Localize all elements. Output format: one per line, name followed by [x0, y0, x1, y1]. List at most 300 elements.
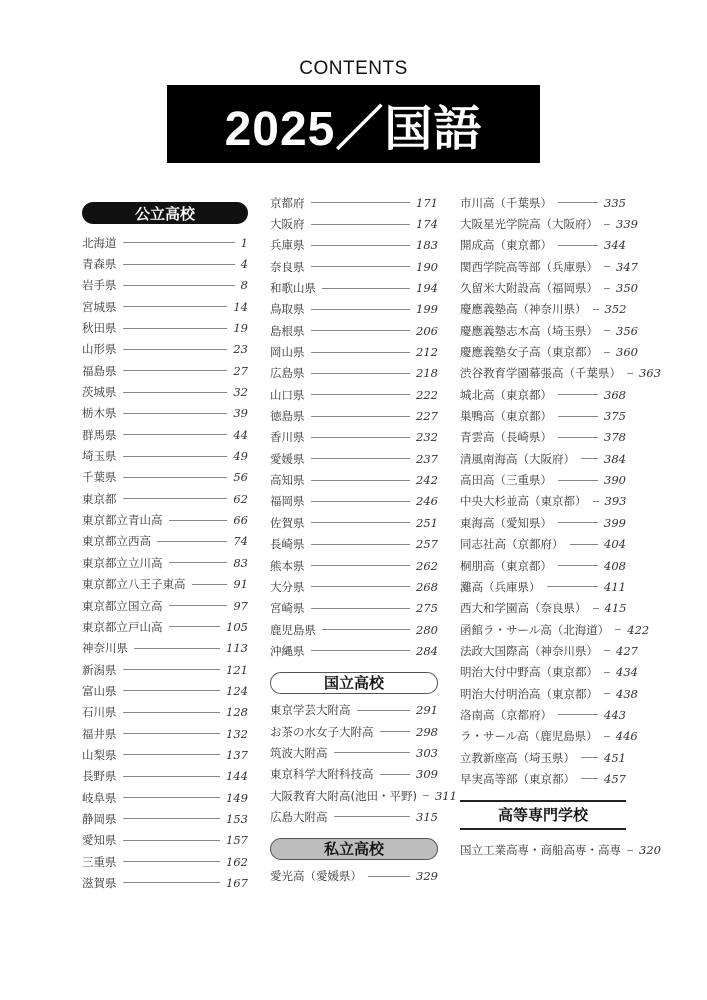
leader-line: [604, 736, 610, 737]
toc-entry[interactable]: [460, 192, 626, 213]
toc-entry[interactable]: [460, 512, 626, 533]
toc-entry-page: 280: [416, 622, 438, 637]
toc-entry[interactable]: [460, 405, 626, 426]
toc-entry[interactable]: [460, 747, 626, 768]
toc-entry-label: 富山県: [82, 683, 117, 698]
toc-entry[interactable]: [460, 726, 638, 747]
leader-line: [123, 797, 221, 798]
toc-entry[interactable]: [460, 448, 626, 469]
leader-line: [123, 818, 221, 819]
leader-line: [604, 693, 610, 694]
toc-entry-page: 427: [616, 643, 638, 658]
toc-entry-label: 慶應義塾女子高（東京都）: [460, 345, 598, 360]
toc-entry-page: 132: [226, 726, 248, 741]
toc-entry-label: 巣鴨高（東京都）: [460, 409, 552, 424]
leader-line: [604, 352, 610, 353]
toc-entry-page: 56: [233, 470, 248, 485]
toc-entry[interactable]: [82, 595, 248, 616]
toc-entry-label: 城北高（東京都）: [460, 387, 552, 402]
toc-entry[interactable]: [460, 384, 626, 405]
leader-line: [311, 245, 411, 246]
toc-entry[interactable]: [270, 448, 438, 469]
toc-entry[interactable]: [82, 424, 248, 445]
toc-list-national: [270, 700, 457, 828]
toc-entry-label: 法政大国際高（神奈川県）: [460, 643, 598, 658]
toc-entry-page: 91: [233, 577, 248, 592]
toc-entry-page: 344: [604, 238, 626, 253]
toc-entry-page: 66: [233, 513, 248, 528]
leader-line: [123, 690, 221, 691]
page-title: [167, 85, 540, 163]
toc-entry-label: 函館ラ・サール高（北海道）: [460, 622, 610, 637]
toc-entry[interactable]: [270, 277, 438, 298]
leader-line: [123, 285, 235, 286]
leader-line: [169, 520, 228, 521]
toc-entry[interactable]: [460, 598, 626, 619]
leader-line: [593, 608, 599, 609]
toc-entry[interactable]: [270, 213, 438, 234]
toc-entry-page: 237: [416, 451, 438, 466]
toc-entry-label: 久留米大附設高（福岡県）: [460, 281, 598, 296]
toc-entry[interactable]: [270, 384, 438, 405]
toc-entry[interactable]: [270, 299, 438, 320]
toc-entry[interactable]: [270, 405, 438, 426]
toc-entry-label: 東京都立青山高: [82, 513, 163, 528]
toc-entry-page: 275: [416, 601, 438, 616]
toc-entry-page: 14: [233, 299, 248, 314]
toc-entry-label: 滋賀県: [82, 875, 117, 890]
leader-line: [123, 306, 228, 307]
toc-entry-page: 124: [226, 683, 248, 698]
toc-entry-label: 慶應義塾高（神奈川県）: [460, 302, 587, 317]
toc-entry-page: 268: [416, 579, 438, 594]
toc-entry[interactable]: [460, 576, 626, 597]
toc-entry[interactable]: [270, 640, 438, 661]
toc-entry[interactable]: [82, 509, 248, 530]
leader-line: [604, 224, 610, 225]
toc-entry-page: 320: [639, 843, 661, 858]
toc-entry-page: 199: [416, 302, 438, 317]
toc-entry-label: 長野県: [82, 769, 117, 784]
toc-entry-page: 311: [434, 788, 457, 803]
toc-entry[interactable]: [270, 742, 438, 763]
toc-entry[interactable]: [82, 467, 248, 488]
toc-entry-page: 438: [616, 686, 638, 701]
toc-entry-label: 福岡県: [270, 494, 305, 509]
toc-entry-page: 162: [226, 854, 248, 869]
leader-line: [570, 544, 599, 545]
toc-list-public-1: [82, 232, 248, 894]
toc-entry[interactable]: [270, 806, 438, 827]
toc-entry-label: 東京都: [82, 491, 117, 506]
leader-line: [311, 480, 411, 481]
leader-line: [558, 480, 598, 481]
toc-entry-label: 大阪教育大附高(池田・平野): [270, 788, 417, 803]
toc-entry[interactable]: [270, 576, 438, 597]
toc-entry-page: 27: [233, 363, 248, 378]
toc-entry-label: 青森県: [82, 257, 117, 272]
leader-line: [311, 522, 411, 523]
toc-entry-page: 174: [416, 217, 438, 232]
toc-entry-page: 44: [233, 427, 248, 442]
toc-entry-label: 開成高（東京都）: [460, 238, 552, 253]
toc-entry-label: 島根県: [270, 323, 305, 338]
toc-entry-label: 広島大附高: [270, 809, 328, 824]
toc-entry-page: 242: [416, 473, 438, 488]
toc-entry-page: 378: [604, 430, 626, 445]
toc-entry-page: 39: [233, 406, 248, 421]
leader-line: [581, 778, 598, 779]
toc-entry-page: 443: [604, 707, 626, 722]
toc-entry[interactable]: [82, 445, 248, 466]
toc-entry-label: 立教新座高（埼玉県）: [460, 750, 575, 765]
toc-entry[interactable]: [270, 700, 438, 721]
toc-entry-page: 352: [604, 302, 627, 317]
toc-entry-page: 393: [604, 494, 627, 509]
toc-entry-page: 404: [604, 537, 626, 552]
leader-line: [558, 416, 598, 417]
toc-entry-page: 284: [416, 643, 438, 658]
toc-entry[interactable]: [460, 534, 626, 555]
toc-list-technical: [460, 840, 661, 861]
leader-line: [558, 714, 598, 715]
toc-entry-label: 山梨県: [82, 747, 117, 762]
toc-entry[interactable]: [270, 619, 438, 640]
toc-entry-page: 190: [416, 259, 438, 274]
section-header-national: 国立高校: [270, 672, 438, 694]
toc-entry-label: 静岡県: [82, 811, 117, 826]
toc-entry[interactable]: [82, 659, 248, 680]
toc-entry-page: 347: [616, 259, 638, 274]
toc-list-private-1: [270, 866, 438, 887]
toc-entry[interactable]: [82, 552, 248, 573]
toc-entry[interactable]: [270, 512, 438, 533]
toc-column-3: [460, 192, 661, 861]
leader-line: [123, 370, 228, 371]
toc-entry[interactable]: [270, 427, 438, 448]
leader-line: [593, 309, 599, 310]
toc-entry[interactable]: [270, 320, 438, 341]
toc-entry-page: 8: [240, 278, 248, 293]
toc-entry[interactable]: [82, 360, 248, 381]
toc-entry[interactable]: [270, 256, 438, 277]
toc-entry-page: 194: [416, 281, 438, 296]
toc-entry[interactable]: [82, 232, 248, 253]
toc-entry[interactable]: [82, 766, 248, 787]
leader-line: [311, 352, 411, 353]
toc-entry-page: 335: [604, 195, 626, 210]
toc-entry[interactable]: [460, 768, 626, 789]
leader-line: [423, 795, 429, 796]
toc-entry-label: 大阪府: [270, 217, 305, 232]
toc-entry-page: 171: [416, 195, 438, 210]
toc-entry[interactable]: [82, 296, 248, 317]
leader-line: [157, 541, 227, 542]
leader-line: [123, 861, 221, 862]
toc-entry[interactable]: [82, 787, 248, 808]
leader-line: [311, 650, 411, 651]
toc-entry-label: 市川高（千葉県）: [460, 195, 552, 210]
toc-entry[interactable]: [270, 555, 438, 576]
leader-line: [311, 394, 411, 395]
toc-entry-page: 309: [416, 767, 438, 782]
toc-entry-page: 291: [416, 703, 438, 718]
toc-entry[interactable]: [460, 491, 626, 512]
toc-entry-label: 大阪星光学院高（大阪府）: [460, 217, 598, 232]
toc-entry-page: 350: [616, 281, 638, 296]
toc-entry[interactable]: [460, 363, 661, 384]
toc-entry-page: 23: [233, 342, 248, 357]
toc-entry-label: 慶應義塾志木高（埼玉県）: [460, 323, 598, 338]
toc-entry-label: 新潟県: [82, 662, 117, 677]
toc-entry-page: 149: [226, 790, 248, 805]
toc-entry[interactable]: [82, 872, 248, 893]
leader-line: [311, 565, 411, 566]
toc-entry[interactable]: [82, 488, 248, 509]
toc-entry-label: 東京学芸大附高: [270, 703, 351, 718]
toc-entry-label: 福井県: [82, 726, 117, 741]
toc-entry[interactable]: [82, 317, 248, 338]
leader-line: [311, 202, 411, 203]
toc-entry-label: 長崎県: [270, 537, 305, 552]
toc-entry[interactable]: [460, 469, 626, 490]
toc-entry[interactable]: [82, 808, 248, 829]
toc-entry-label: 栃木県: [82, 406, 117, 421]
leader-line: [123, 477, 228, 478]
toc-entry-label: 兵庫県: [270, 238, 305, 253]
toc-entry-page: 113: [226, 641, 248, 656]
toc-entry-page: 144: [226, 769, 248, 784]
toc-entry-page: 399: [604, 515, 626, 530]
toc-entry-page: 218: [416, 366, 438, 381]
toc-entry-label: 中央大杉並高（東京都）: [460, 494, 587, 509]
toc-entry[interactable]: [460, 235, 626, 256]
leader-line: [123, 264, 235, 265]
toc-entry-page: 206: [416, 323, 438, 338]
toc-entry-page: 446: [615, 729, 638, 744]
toc-entry[interactable]: [82, 339, 248, 360]
toc-entry[interactable]: [82, 723, 248, 744]
toc-entry[interactable]: [270, 785, 457, 806]
leader-line: [604, 330, 610, 331]
toc-entry-page: 415: [604, 601, 627, 616]
toc-entry-page: 329: [416, 869, 438, 884]
toc-entry-label: 洛南高（京都府）: [460, 707, 552, 722]
toc-entry[interactable]: [82, 253, 248, 274]
toc-entry-page: 183: [416, 238, 438, 253]
toc-entry[interactable]: [460, 427, 626, 448]
toc-entry-label: 早実高等部（東京都）: [460, 771, 575, 786]
leader-line: [123, 733, 221, 734]
toc-entry-label: 高知県: [270, 473, 305, 488]
leader-line: [123, 776, 221, 777]
toc-entry-label: ラ・サール高（鹿児島県）: [460, 729, 598, 744]
toc-entry-page: 74: [233, 534, 248, 549]
leader-line: [311, 586, 411, 587]
toc-entry[interactable]: [460, 299, 626, 320]
leader-line: [311, 544, 411, 545]
toc-entry[interactable]: [270, 491, 438, 512]
toc-entry[interactable]: [460, 213, 638, 234]
contents-label: CONTENTS: [299, 58, 408, 79]
leader-line: [547, 586, 599, 587]
leader-line: [604, 672, 610, 673]
toc-entry[interactable]: [82, 830, 248, 851]
leader-line: [380, 774, 411, 775]
toc-entry-label: 岡山県: [270, 345, 305, 360]
toc-entry-label: 茨城県: [82, 385, 117, 400]
leader-line: [123, 712, 221, 713]
leader-line: [192, 584, 228, 585]
toc-entry[interactable]: [460, 840, 661, 861]
leader-line: [558, 565, 598, 566]
toc-entry[interactable]: [460, 640, 638, 661]
toc-entry-label: 国立工業高専・商船高専・高専: [460, 843, 621, 858]
toc-entry[interactable]: [270, 598, 438, 619]
toc-entry-label: 和歌山県: [270, 281, 316, 296]
page-title-text: 2025／国語: [224, 102, 483, 156]
toc-entry-label: 東海高（愛知県）: [460, 515, 552, 530]
leader-line: [123, 242, 235, 243]
toc-entry-label: 東京都立八王子東高: [82, 577, 186, 592]
toc-entry-page: 251: [416, 515, 438, 530]
leader-line: [604, 650, 610, 651]
toc-entry[interactable]: [460, 662, 638, 683]
toc-entry-page: 32: [233, 385, 248, 400]
toc-entry-label: 北海道: [82, 235, 117, 250]
toc-entry[interactable]: [82, 275, 248, 296]
leader-line: [311, 608, 411, 609]
toc-entry-label: 三重県: [82, 854, 117, 869]
toc-entry[interactable]: [82, 702, 248, 723]
toc-entry-label: 山口県: [270, 387, 305, 402]
toc-entry-page: 128: [226, 705, 248, 720]
toc-entry-label: 鹿児島県: [270, 622, 316, 637]
leader-line: [334, 752, 411, 753]
toc-entry-page: 368: [604, 387, 626, 402]
toc-entry-page: 411: [604, 579, 626, 594]
toc-entry[interactable]: [460, 256, 638, 277]
toc-entry-label: 沖縄県: [270, 643, 305, 658]
toc-entry-label: 福島県: [82, 363, 117, 378]
toc-entry-page: 83: [233, 555, 248, 570]
toc-entry-page: 303: [416, 745, 438, 760]
toc-entry-page: 97: [233, 598, 248, 613]
toc-entry-label: お茶の水女子大附高: [270, 724, 374, 739]
toc-entry-label: 岩手県: [82, 278, 117, 293]
toc-entry-label: 明治大付中野高（東京都）: [460, 665, 598, 680]
toc-entry-page: 315: [416, 809, 438, 824]
toc-entry-page: 19: [233, 321, 248, 336]
leader-line: [123, 754, 221, 755]
toc-entry-label: 宮崎県: [270, 601, 305, 616]
toc-entry-page: 390: [604, 473, 626, 488]
toc-entry[interactable]: [270, 534, 438, 555]
leader-line: [581, 757, 598, 758]
toc-entry[interactable]: [460, 555, 626, 576]
toc-entry[interactable]: [82, 638, 248, 659]
toc-entry-page: 1: [240, 235, 248, 250]
toc-entry-page: 360: [616, 345, 638, 360]
toc-entry[interactable]: [270, 866, 438, 887]
leader-line: [123, 328, 228, 329]
toc-entry[interactable]: [270, 363, 438, 384]
toc-entry-label: 桐朋高（東京都）: [460, 558, 552, 573]
toc-column-1: [82, 192, 248, 894]
leader-line: [169, 562, 228, 563]
toc-entry[interactable]: [460, 619, 650, 640]
toc-entry-page: 167: [226, 875, 248, 890]
toc-entry[interactable]: [82, 851, 248, 872]
toc-entry-label: 広島県: [270, 366, 305, 381]
toc-entry[interactable]: [82, 616, 248, 637]
toc-entry-label: 清風南海高（大阪府）: [460, 451, 575, 466]
leader-line: [311, 266, 411, 267]
toc-entry[interactable]: [460, 277, 638, 298]
leader-line: [169, 626, 221, 627]
toc-entry-label: 岐阜県: [82, 790, 117, 805]
toc-entry[interactable]: [460, 683, 638, 704]
leader-line: [311, 309, 411, 310]
toc-entry-page: 451: [604, 750, 626, 765]
toc-entry[interactable]: [82, 574, 248, 595]
toc-entry[interactable]: [270, 469, 438, 490]
leader-line: [311, 330, 411, 331]
leader-line: [627, 850, 633, 851]
leader-line: [123, 349, 228, 350]
leader-line: [123, 498, 228, 499]
leader-line: [123, 413, 228, 414]
toc-entry[interactable]: [82, 531, 248, 552]
toc-entry-label: 東京都立国立高: [82, 598, 163, 613]
toc-entry[interactable]: [270, 192, 438, 213]
toc-entry[interactable]: [460, 341, 638, 362]
toc-entry-label: 東京都立西高: [82, 534, 151, 549]
toc-entry[interactable]: [270, 764, 438, 785]
toc-entry-page: 408: [604, 558, 626, 573]
leader-line: [169, 605, 228, 606]
toc-entry-label: 香川県: [270, 430, 305, 445]
leader-line: [311, 224, 411, 225]
toc-entry-page: 62: [233, 491, 248, 506]
toc-entry-page: 422: [627, 622, 650, 637]
toc-entry[interactable]: [270, 341, 438, 362]
leader-line: [627, 373, 633, 374]
toc-entry-page: 246: [416, 494, 438, 509]
toc-entry[interactable]: [460, 320, 638, 341]
toc-entry-label: 西大和学園高（奈良県）: [460, 601, 587, 616]
section-header-public: 公立高校: [82, 202, 248, 224]
toc-entry[interactable]: [82, 680, 248, 701]
toc-entry[interactable]: [270, 235, 438, 256]
toc-entry[interactable]: [82, 381, 248, 402]
toc-entry[interactable]: [270, 721, 438, 742]
toc-list-public-2: [270, 192, 438, 662]
toc-entry-label: 愛媛県: [270, 451, 305, 466]
toc-entry[interactable]: [82, 403, 248, 424]
leader-line: [615, 629, 621, 630]
toc-entry[interactable]: [82, 744, 248, 765]
toc-entry[interactable]: [460, 704, 626, 725]
section-header-technical: 高等専門学校: [460, 800, 626, 830]
leader-line: [558, 437, 598, 438]
leader-line: [311, 501, 411, 502]
toc-entry-label: 青雲高（長崎県）: [460, 430, 552, 445]
leader-line: [558, 394, 598, 395]
toc-entry-label: 佐賀県: [270, 515, 305, 530]
leader-line: [380, 731, 411, 732]
leader-line: [123, 669, 221, 670]
